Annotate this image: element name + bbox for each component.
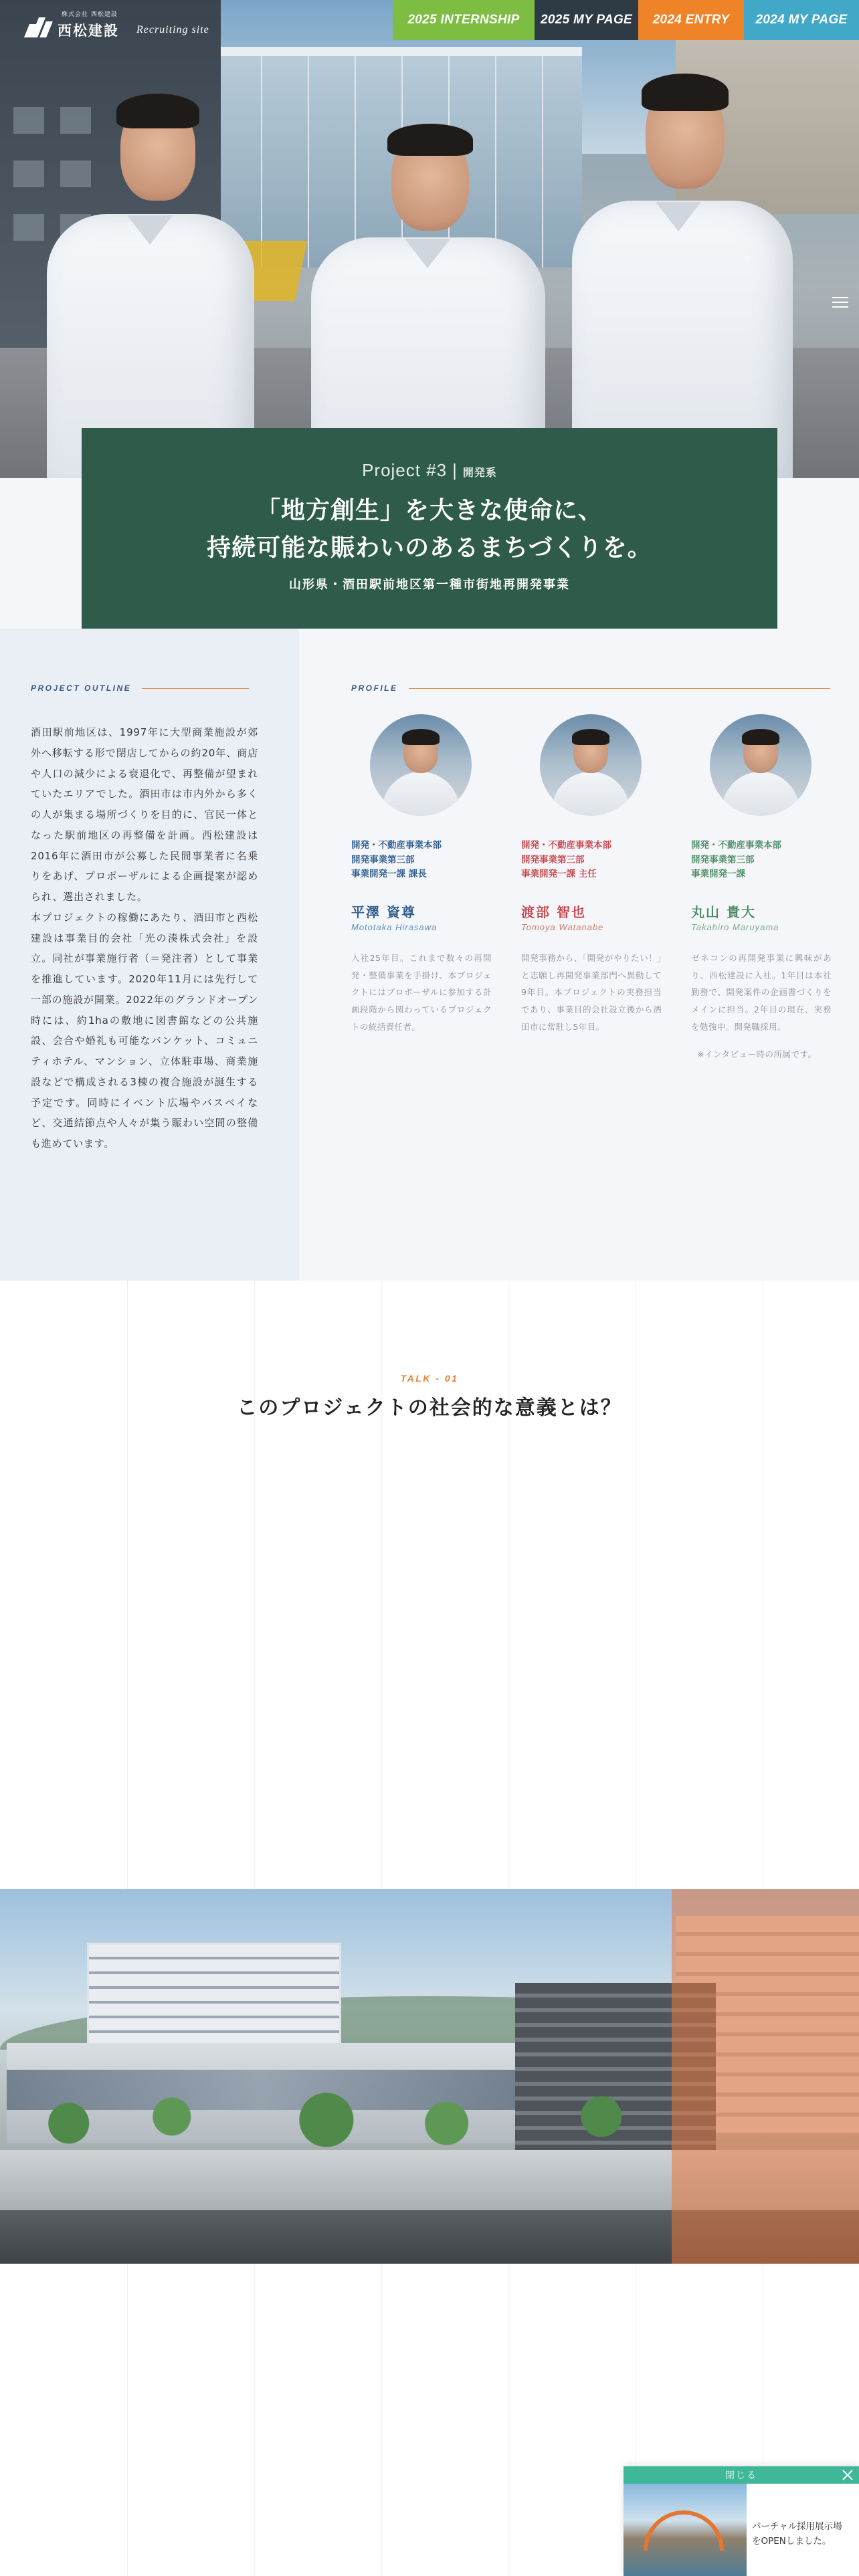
talk-title: このプロジェクトの社会的な意義とは？	[237, 1396, 622, 1420]
outline-label: PROJECT OUTLINE	[31, 683, 132, 693]
project-rendering-image	[0, 1889, 859, 2264]
hero-photo	[0, 0, 859, 478]
popup-text[interactable]: バーチャル採用展示場 をOPENしました。	[752, 2521, 842, 2547]
profile-roman-name: Takahiro Maruyama	[691, 922, 779, 932]
global-nav	[393, 0, 859, 40]
nav-2024-entry[interactable]: 2024 ENTRY	[638, 0, 744, 40]
project-number: Project #3	[362, 460, 448, 480]
logo-tagline: Recruiting site	[136, 24, 209, 35]
project-title-line1: 「地方創生」を大きな使命に、	[256, 497, 603, 524]
project-separator: |	[452, 460, 458, 480]
project-subtitle: 山形県・酒田駅前地区第一種市街地再開発事業	[289, 578, 570, 592]
avatar	[370, 714, 472, 816]
avatar	[540, 714, 642, 816]
profile-card-hirasawa	[351, 714, 498, 1049]
profile-rule	[409, 688, 830, 689]
profile-heading	[351, 683, 830, 693]
profile-card-watanabe	[521, 714, 668, 1049]
nav-2025-internship[interactable]: 2025 INTERNSHIP	[393, 0, 535, 40]
profile-roman-name: Tomoya Watanabe	[521, 922, 604, 932]
talk-label: TALK - 01	[400, 1373, 459, 1384]
person-right	[572, 74, 799, 478]
outline-heading	[31, 683, 249, 693]
profile-bio: 入社25年目。これまで数々の再開発・整備事業を手掛け、本プロジェクトにはプロポーザルに参加する計画段階から関わっているプロジェクトの統括責任者。	[351, 953, 492, 1032]
logo-mark-icon	[25, 17, 54, 37]
popup-thumbnail[interactable]	[624, 2484, 747, 2576]
project-title	[82, 492, 777, 567]
profile-card-maruyama	[691, 714, 838, 1049]
project-number-line	[82, 460, 777, 481]
project-title-line2: 持続可能な賑わいのあるまちづくりを。	[207, 534, 652, 562]
orange-overlay	[672, 1889, 859, 2264]
profile-name: 平澤 資尊	[351, 904, 416, 920]
profile-name: 渡部 智也	[521, 904, 586, 920]
popup-close-bar[interactable]	[624, 2466, 859, 2484]
profile-bio: 開発事務から、「開発がやりたい！」と志願し再開発事業部門へ異動して9年目。本プロジェクトの実務担当であり、事業目的会社設立後から酒田市に常駐し5年目。	[521, 953, 662, 1032]
close-icon[interactable]	[840, 2468, 855, 2482]
profile-label: PROFILE	[351, 683, 398, 693]
profile-bio: ゼネコンの再開発事業に興味があり、西松建設に入社。1年目は本社勤務で、開発案件の企画書づくりをメインに担当。2年目の現在、実務を勉強中。開発職採用。	[691, 953, 832, 1032]
person-center	[311, 124, 552, 478]
profile-name: 丸山 貴大	[691, 904, 756, 920]
logo-name: 西松建設	[58, 22, 119, 39]
nav-2025-mypage[interactable]: 2025 MY PAGE	[535, 0, 638, 40]
avatar	[710, 714, 812, 816]
person-left	[47, 94, 261, 478]
outline-text: 酒田駅前地区は、1997年に大型商業施設が郊外へ移転する形で閉店してからの約20年、商店や人口の減少による衰退化で、再整備が望まれていたエリアでした。酒田市は市内外から多くの人が集まる場所づくりを目的に、官民一体となった駅前地区の再整備を計画。西松建設は2016年に酒田市が公募した民間事業者に名乗りをあげ、プロポーザルによる企画提案が認められ、選出されました。 本プロジェクトの稼働にあたり、酒田市と西松建設は事業目的会社「光の湊株式会社」を設立。同社が事業施行者（＝発注者）として事業を推進しています。2020年11月には先行して一部の施設が開業。2022年のグランドオープン時には、約1haの敷地に図書館などの公共施設、会合や婚礼も可能なバンケット、コミュニティホテル、マンション、立体駐車場、商業施設などで構成される3棟の複合施設が誕生する予定です。同時にイベント広場やバスベイなど、交通結節点や人々が集う賑わい空間の整備も進めています。	[31, 726, 258, 1150]
profile-dept: 開発・不動産事業本部 開発事業第三部 事業開発一課 課長	[351, 840, 442, 880]
popup-close-label: 閉じる	[725, 2470, 757, 2481]
virtual-expo-popup[interactable]	[624, 2466, 859, 2576]
site-logo[interactable]	[25, 11, 209, 40]
profile-roman-name: Mototaka Hirasawa	[351, 922, 438, 932]
profile-dept: 開発・不動産事業本部 開発事業第三部 事業開発一課 主任	[521, 840, 611, 880]
profile-dept: 開発・不動産事業本部 開発事業第三部 事業開発一課	[691, 840, 781, 880]
affiliation-note: ※インタビュー時の所属です。	[697, 1049, 817, 1059]
outline-rule	[142, 688, 249, 689]
nav-2024-mypage[interactable]: 2024 MY PAGE	[744, 0, 859, 40]
menu-icon[interactable]	[832, 294, 848, 310]
project-category: 開発系	[462, 467, 497, 479]
logo-subtitle: 株式会社 西松建設	[62, 11, 118, 18]
project-title-box	[82, 428, 777, 629]
